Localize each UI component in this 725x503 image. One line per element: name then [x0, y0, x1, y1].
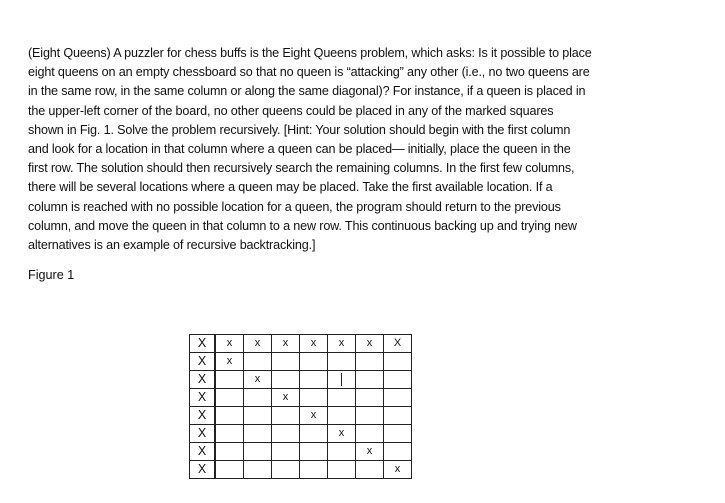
board-cell[interactable]	[328, 371, 356, 389]
board-cell[interactable]	[384, 443, 412, 461]
chessboard-body	[190, 335, 412, 479]
chessboard-table	[189, 334, 412, 479]
board-cell[interactable]	[328, 353, 356, 371]
board-cell[interactable]	[215, 407, 244, 425]
board-cell[interactable]	[215, 425, 244, 443]
board-cell[interactable]	[356, 461, 384, 479]
problem-line: column, and move the queen in that column to a new row. This continuous backing up and trying new	[28, 218, 577, 233]
problem-line: there will be several locations where a queen may be placed. Take the first available location. If a	[28, 180, 553, 195]
board-cell[interactable]: x	[328, 335, 356, 353]
board-cell[interactable]	[272, 461, 300, 479]
board-cell[interactable]: X	[190, 425, 216, 443]
board-row	[190, 335, 412, 353]
board-cell[interactable]	[328, 461, 356, 479]
board-cell[interactable]	[356, 353, 384, 371]
board-cell[interactable]	[272, 353, 300, 371]
board-cell[interactable]	[244, 353, 272, 371]
board-cell[interactable]: X	[190, 353, 216, 371]
board-cell[interactable]: X	[190, 371, 216, 389]
board-cell[interactable]	[300, 353, 328, 371]
board-cell[interactable]	[356, 371, 384, 389]
board-row	[190, 353, 412, 371]
board-row	[190, 443, 412, 461]
problem-line: in the same row, in the same column or along the same diagonal)? For instance, if a queen is placed in	[28, 84, 586, 99]
board-cell[interactable]	[272, 425, 300, 443]
board-cell[interactable]	[384, 407, 412, 425]
board-row	[190, 371, 412, 389]
problem-line: eight queens on an empty chessboard so that no queen is “attacking” any other (i.e., no two queens are	[28, 65, 590, 80]
board-cell[interactable]: x	[384, 461, 412, 479]
board-cell[interactable]: x	[356, 443, 384, 461]
board-cell[interactable]	[384, 371, 412, 389]
board-cell[interactable]	[215, 443, 244, 461]
board-cell[interactable]	[300, 443, 328, 461]
board-cell[interactable]	[300, 371, 328, 389]
board-cell[interactable]	[356, 425, 384, 443]
board-cell[interactable]	[244, 461, 272, 479]
problem-line: the upper-left corner of the board, no other queens could be placed in any of the marked squares	[28, 103, 554, 118]
board-cell[interactable]	[384, 389, 412, 407]
board-row	[190, 461, 412, 479]
board-cell[interactable]	[300, 425, 328, 443]
board-cell[interactable]: x	[215, 335, 244, 353]
board-cell[interactable]	[356, 407, 384, 425]
board-cell[interactable]	[244, 389, 272, 407]
board-cell[interactable]	[215, 389, 244, 407]
problem-line: column is reached with no possible location for a queen, the program should return to the previous	[28, 199, 561, 214]
board-cell[interactable]	[384, 353, 412, 371]
board-cell[interactable]: X	[190, 335, 216, 353]
figure-caption: Figure 1	[28, 268, 75, 282]
board-cell[interactable]	[356, 389, 384, 407]
board-cell[interactable]	[328, 389, 356, 407]
board-cell[interactable]: X	[190, 443, 216, 461]
board-cell[interactable]: x	[272, 335, 300, 353]
board-row	[190, 425, 412, 443]
board-cell[interactable]: x	[244, 335, 272, 353]
board-cell[interactable]	[272, 371, 300, 389]
board-cell[interactable]: x	[272, 389, 300, 407]
board-cell[interactable]: x	[356, 335, 384, 353]
board-cell[interactable]	[328, 407, 356, 425]
text-cursor	[341, 373, 342, 386]
board-cell[interactable]: x	[215, 353, 244, 371]
board-cell[interactable]	[215, 461, 244, 479]
board-cell[interactable]	[215, 371, 244, 389]
board-cell[interactable]: x	[328, 425, 356, 443]
board-row	[190, 389, 412, 407]
board-cell[interactable]	[328, 443, 356, 461]
problem-statement	[28, 44, 658, 255]
board-cell[interactable]	[300, 461, 328, 479]
problem-line: alternatives is an example of recursive backtracking.]	[28, 238, 316, 253]
problem-line: (Eight Queens) A puzzler for chess buffs is the Eight Queens problem, which asks: Is it possible to place	[28, 46, 592, 60]
board-cell[interactable]	[300, 389, 328, 407]
board-cell[interactable]: X	[190, 389, 216, 407]
board-cell[interactable]	[244, 443, 272, 461]
board-cell[interactable]	[272, 443, 300, 461]
board-cell[interactable]: X	[190, 407, 216, 425]
board-cell[interactable]	[272, 407, 300, 425]
problem-line: shown in Fig. 1. Solve the problem recursively. [Hint: Your solution should begin with the first column	[28, 122, 571, 137]
board-cell[interactable]: X	[384, 335, 412, 353]
board-row	[190, 407, 412, 425]
board-cell[interactable]: X	[190, 461, 216, 479]
board-cell[interactable]	[384, 425, 412, 443]
board-cell[interactable]	[244, 425, 272, 443]
board-cell[interactable]: x	[300, 335, 328, 353]
problem-line: and look for a location in that column where a queen can be placed— initially, place the queen in the	[28, 142, 571, 157]
board-cell[interactable]: x	[300, 407, 328, 425]
board-cell[interactable]	[244, 407, 272, 425]
board-cell[interactable]: x	[244, 371, 272, 389]
problem-line: first row. The solution should then recursively search the remaining columns. In the first few columns,	[28, 161, 575, 176]
